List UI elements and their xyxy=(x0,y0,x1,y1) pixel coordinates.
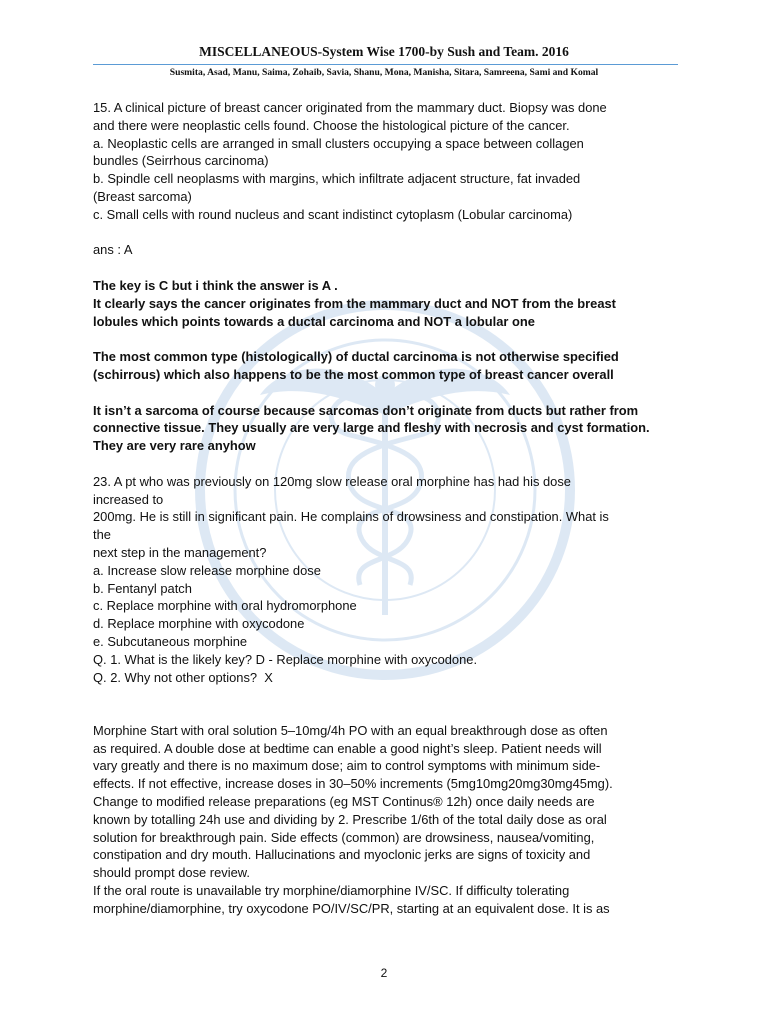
q15-option-b: b. Spindle cell neoplasms with margins, which infiltrate adjacent structure, fat invaded xyxy=(93,171,581,187)
morphine-paragraph-line: solution for breakthrough pain. Side effects (common) are drowsiness, nausea/vomiting, xyxy=(93,829,595,845)
q23-option-d: d. Replace morphine with oxycodone xyxy=(93,616,305,632)
q23-option-b: b. Fentanyl patch xyxy=(93,580,192,596)
q15-answer: ans : A xyxy=(93,242,133,258)
header-divider xyxy=(93,64,678,65)
morphine-paragraph-line: known by totalling 24h use and dividing by 2. Prescribe 1/6th of the total daily dose as oral xyxy=(93,811,607,827)
q15-note: It isn’t a sarcoma of course because sarcomas don’t originate from ducts but rather from xyxy=(93,402,639,418)
q15-stem-line: and there were neoplastic cells found. Choose the histological picture of the cancer. xyxy=(93,117,570,133)
q23-option-e: e. Subcutaneous morphine xyxy=(93,633,248,649)
q15-note: It clearly says the cancer originates from the mammary duct and NOT from the breast xyxy=(93,295,616,311)
morphine-paragraph-line: constipation and dry mouth. Hallucinations and myoclonic jerks are signs of toxicity and xyxy=(93,847,591,863)
morphine-paragraph-line: Change to modified release preparations (eg MST Continus® 12h) once daily needs are xyxy=(93,794,595,810)
morphine-paragraph-line: vary greatly and there is no maximum dose; aim to control symptoms with minimum side- xyxy=(93,758,601,774)
q23-option-a: a. Increase slow release morphine dose xyxy=(93,562,321,578)
q23-stem-line: increased to xyxy=(93,491,164,507)
q15-stem-line: 15. A clinical picture of breast cancer originated from the mammary duct. Biopsy was done xyxy=(93,100,607,115)
q23-stem-line: 23. A pt who was previously on 120mg slow release oral morphine has had his dose xyxy=(93,473,571,489)
q15-note: lobules which points towards a ductal carcinoma and NOT a lobular one xyxy=(93,313,535,329)
morphine-paragraph-line: Morphine Start with oral solution 5–10mg/4h PO with an equal breakthrough dose as often xyxy=(93,722,608,738)
morphine-paragraph-line: effects. If not effective, increase doses in 30–50% increments (5mg10mg20mg30mg45mg). xyxy=(93,776,613,792)
q23-option-c: c. Replace morphine with oral hydromorphone xyxy=(93,598,357,614)
q23-key-question: Q. 1. What is the likely key? D - Replace morphine with oxycodone. xyxy=(93,651,478,667)
q23-options-question: Q. 2. Why not other options? X xyxy=(93,669,273,685)
q23-stem-line: next step in the management? xyxy=(93,544,267,560)
morphine-paragraph-line: as required. A double dose at bedtime can enable a good night’s sleep. Patient needs will xyxy=(93,740,602,756)
q15-note: (schirrous) which also happens to be the most common type of breast cancer overall xyxy=(93,366,614,382)
header-authors: Susmita, Asad, Manu, Saima, Zohaib, Savia, Shanu, Mona, Manisha, Sitara, Samreena, Sami and Komal xyxy=(169,67,599,78)
q15-note: The key is C but i think the answer is A . xyxy=(93,277,338,293)
morphine-paragraph-line: morphine/diamorphine, try oxycodone PO/IV/SC/PR, starting at an equivalent dose. It is as xyxy=(93,900,610,916)
header-title: MISCELLANEOUS-System Wise 1700-by Sush and Team. 2016 xyxy=(199,44,569,59)
morphine-paragraph-line: should prompt dose review. xyxy=(93,865,250,881)
q15-option-a: bundles (Seirrhous carcinoma) xyxy=(93,153,269,169)
page-number: 2 xyxy=(380,966,388,980)
document-body xyxy=(93,99,678,918)
q15-note: connective tissue. They usually are very large and fleshy with necrosis and cyst formation. xyxy=(93,420,650,436)
q15-option-c: c. Small cells with round nucleus and scant indistinct cytoplasm (Lobular carcinoma) xyxy=(93,206,573,222)
q15-option-a: a. Neoplastic cells are arranged in small clusters occupying a space between collagen xyxy=(93,135,584,151)
morphine-paragraph-line: If the oral route is unavailable try morphine/diamorphine IV/SC. If difficulty tolerating xyxy=(93,883,570,899)
q15-option-b: (Breast sarcoma) xyxy=(93,188,192,204)
q23-stem-line: the xyxy=(93,527,111,543)
q15-note: The most common type (histologically) of ductal carcinoma is not otherwise specified xyxy=(93,349,619,365)
q15-note: They are very rare anyhow xyxy=(93,438,256,454)
q23-stem-line: 200mg. He is still in significant pain. He complains of drowsiness and constipation. What is xyxy=(93,509,609,525)
